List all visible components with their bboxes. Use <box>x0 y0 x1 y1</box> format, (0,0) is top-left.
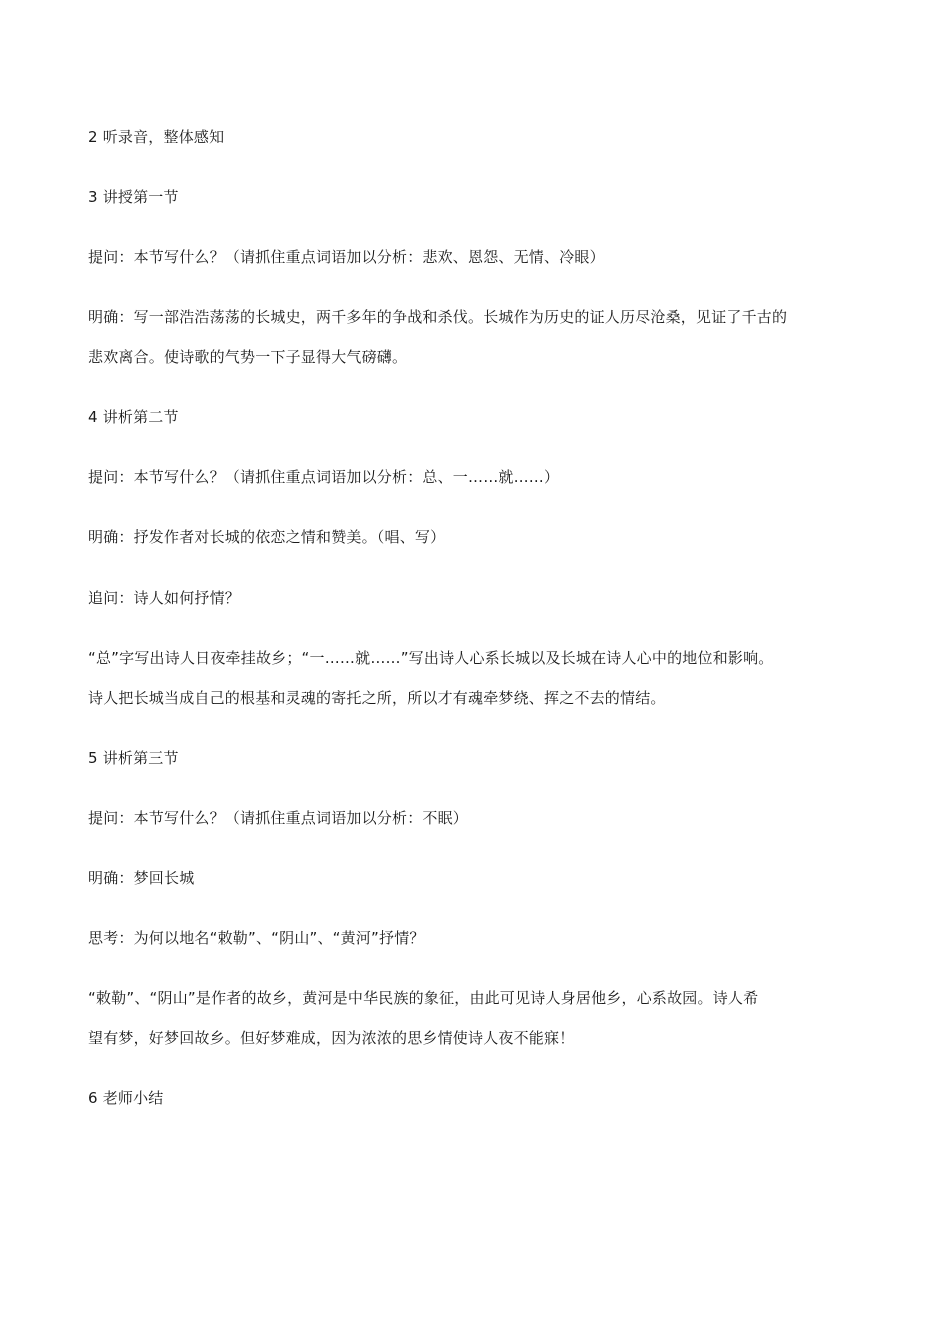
paragraph-line: “敕勒”、“阴山”是作者的故乡，黄河是中华民族的象征，由此可见诗人身居他乡，心系故园。诗人希 <box>88 989 759 1007</box>
section-heading: 6 老师小结 <box>88 1089 164 1107</box>
paragraph-line: 思考：为何以地名“敕勒”、“阴山”、“黄河”抒情？ <box>88 929 425 947</box>
section-heading: 5 讲析第三节 <box>88 749 179 767</box>
paragraph-line: 提问：本节写什么？（请抓住重点词语加以分析：悲欢、恩怨、无情、冷眼） <box>88 248 605 266</box>
section-heading: 2 听录音，整体感知 <box>88 128 225 146</box>
section-heading: 4 讲析第二节 <box>88 408 179 426</box>
paragraph-line: 提问：本节写什么？（请抓住重点词语加以分析：总、一……就……） <box>88 468 560 486</box>
paragraph-line: 提问：本节写什么？（请抓住重点词语加以分析：不眠） <box>88 809 469 827</box>
paragraph-line: 悲欢离合。使诗歌的气势一下子显得大气磅礴。 <box>88 348 408 366</box>
section-heading: 3 讲授第一节 <box>88 188 179 206</box>
paragraph-line: 望有梦，好梦回故乡。但好梦难成，因为浓浓的思乡情使诗人夜不能寐！ <box>88 1029 575 1047</box>
paragraph-line: 明确：写一部浩浩荡荡的长城史，两千多年的争战和杀伐。长城作为历史的证人历尽沧桑，见证了千古的 <box>88 308 788 326</box>
paragraph-line: 追问：诗人如何抒情？ <box>88 589 241 607</box>
paragraph-line: 明确：抒发作者对长城的依恋之情和赞美。（唱、写） <box>88 528 446 546</box>
paragraph-line: 诗人把长城当成自己的根基和灵魂的寄托之所，所以才有魂牵梦绕、挥之不去的情结。 <box>88 689 666 707</box>
paragraph-line: 明确：梦回长城 <box>88 869 195 887</box>
paragraph-line: “总”字写出诗人日夜牵挂故乡；“一……就……”写出诗人心系长城以及长城在诗人心中的地位和影响。 <box>88 649 774 667</box>
